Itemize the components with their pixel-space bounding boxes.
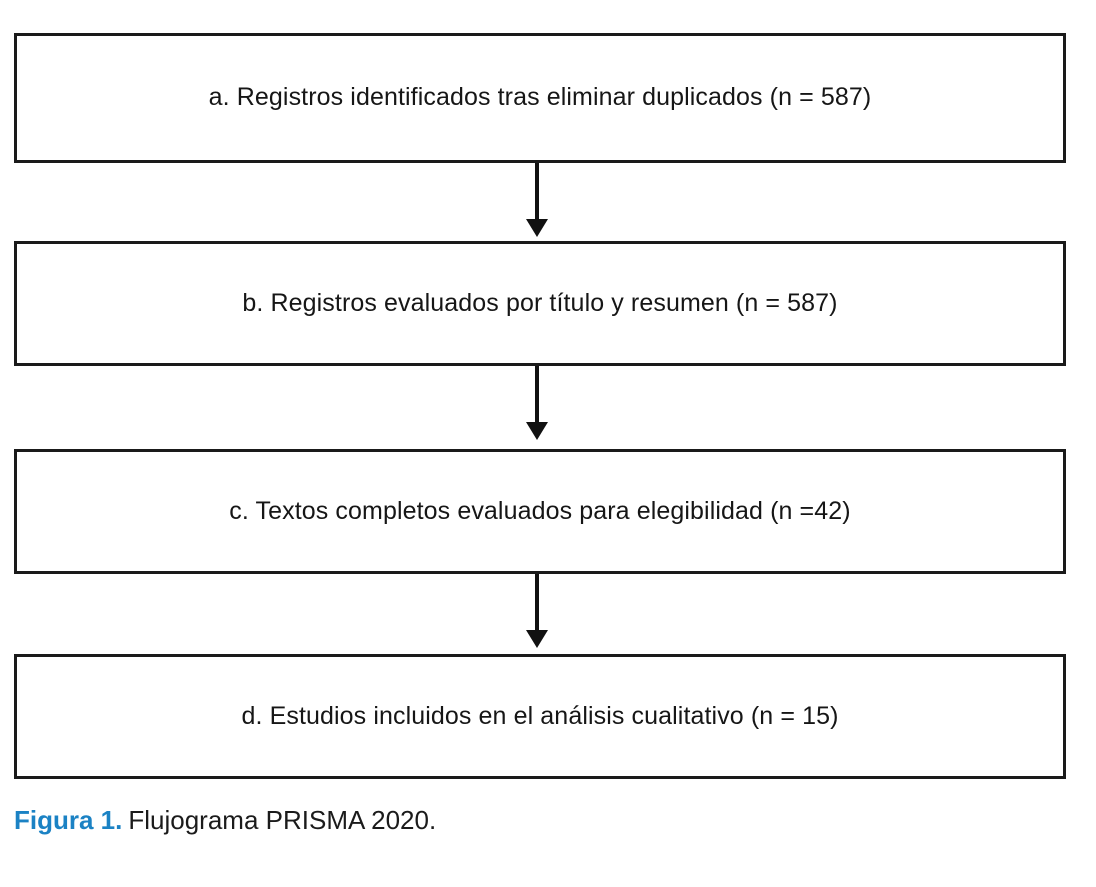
flow-node-c — [14, 449, 1066, 574]
figure-caption-label: Figura 1. — [14, 805, 123, 835]
figure-caption — [14, 805, 436, 836]
flow-node-d-label: d. Estudios incluidos en el análisis cualitativo (n = 15) — [241, 701, 839, 730]
flow-node-a-label: a. Registros identificados tras eliminar duplicados (n = 587) — [208, 83, 872, 112]
flow-node-a — [14, 33, 1066, 163]
flow-node-c-label: c. Textos completos evaluados para elegibilidad (n =42) — [229, 496, 851, 525]
arrow-head-icon — [526, 219, 548, 237]
flow-node-b-label: b. Registros evaluados por título y resumen (n = 587) — [242, 288, 838, 317]
arrow-head-icon — [526, 422, 548, 440]
flow-node-d — [14, 654, 1066, 779]
flow-arrow-c-to-d — [535, 574, 539, 632]
flow-arrow-b-to-c — [535, 366, 539, 424]
arrow-head-icon — [526, 630, 548, 648]
flow-arrow-a-to-b — [535, 163, 539, 221]
figure-caption-text: Flujograma PRISMA 2020. — [128, 805, 437, 835]
flow-node-b — [14, 241, 1066, 366]
